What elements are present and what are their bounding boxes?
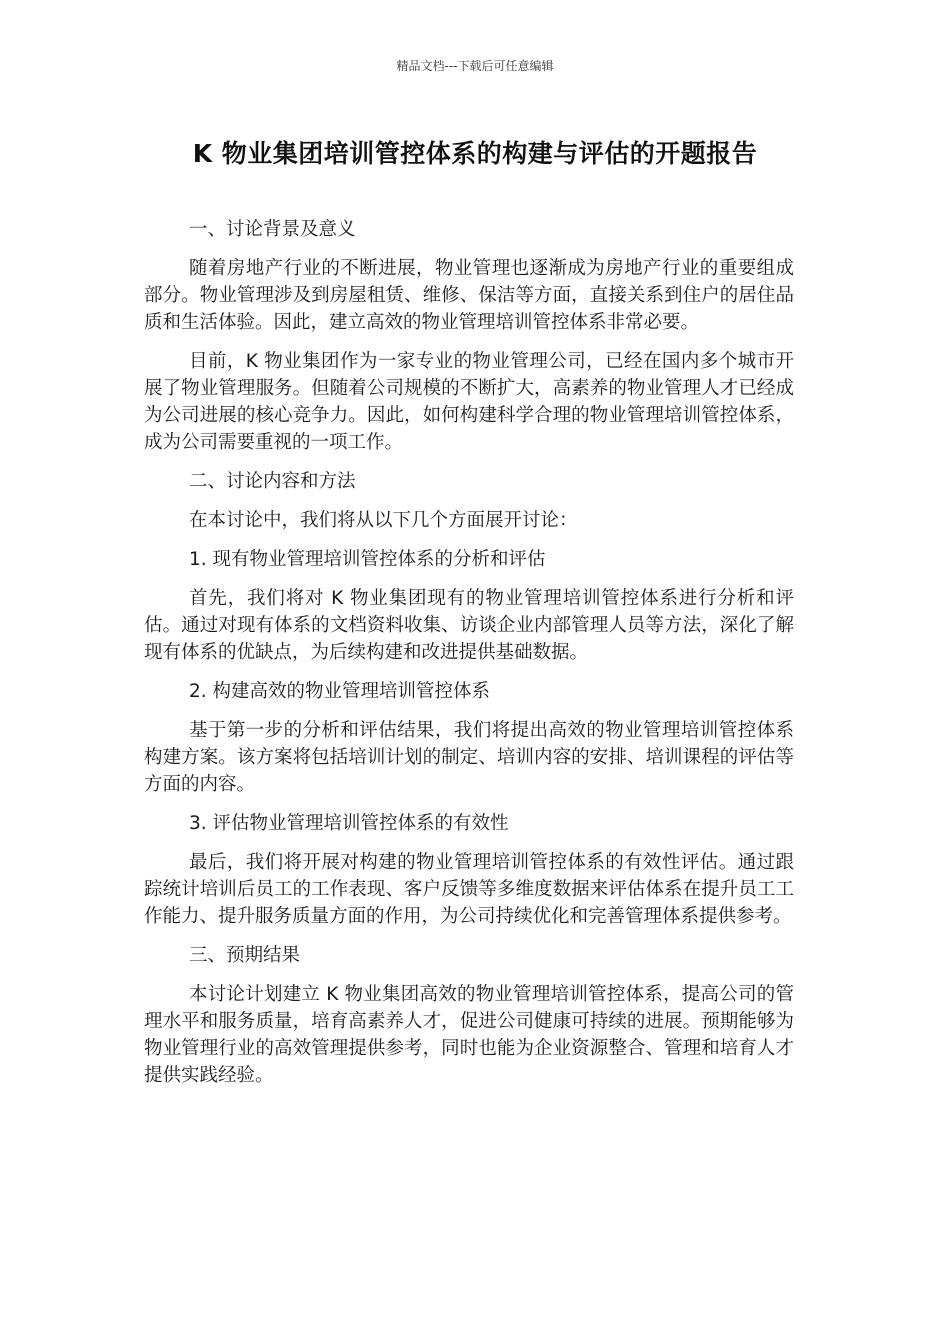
subheading-1: 1. 现有物业管理培训管控体系的分析和评估 (189, 549, 546, 570)
paragraph: 本讨论计划建立 K 物业集团高效的物业管理培训管控体系，提高公司的管理水平和服务质量，培育高素养人才，促进公司健康可持续的进展。预期能够为物业管理行业的高效管理提供参考，同时也能为企业资源整合、管理和培育人才提供实践经验。 (144, 984, 794, 1086)
section-heading-expected-results: 三、预期结果 (189, 945, 301, 966)
paragraph: 随着房地产行业的不断进展，物业管理也逐渐成为房地产行业的重要组成部分。物业管理涉及到房屋租赁、维修、保洁等方面，直接关系到住户的居住品质和生活体验。因此，建立高效的物业管理培训管控体系非常必要。 (144, 258, 794, 333)
header-note: 精品文档---下载后可任意编辑 (396, 59, 554, 73)
subheading-2: 2. 构建高效的物业管理培训管控体系 (189, 681, 491, 702)
paragraph: 首先，我们将对 K 物业集团现有的物业管理培训管控体系进行分析和评估。通过对现有体系的文档资料收集、访谈企业内部管理人员等方法，深化了解现有体系的优缺点，为后续构建和改进提供基础数据。 (144, 588, 794, 663)
document-title: K 物业集团培训管控体系的构建与评估的开题报告 (192, 139, 758, 168)
paragraph: 目前，K 物业集团作为一家专业的物业管理公司，已经在国内多个城市开展了物业管理服务。但随着公司规模的不断扩大，高素养的物业管理人才已经成为公司进展的核心竞争力。因此，如何构建科学合理的物业管理培训管控体系，成为公司需要重视的一项工作。 (144, 351, 794, 453)
paragraph: 在本讨论中，我们将从以下几个方面展开讨论： (189, 510, 578, 531)
document-body (144, 216, 794, 1101)
section-heading-content-methods: 二、讨论内容和方法 (189, 471, 356, 492)
paragraph: 最后，我们将开展对构建的物业管理培训管控体系的有效性评估。通过跟踪统计培训后员工的工作表现、客户反馈等多维度数据来评估体系在提升员工工作能力、提升服务质量方面的作用，为公司持续优化和完善管理体系提供参考。 (144, 852, 794, 927)
paragraph: 基于第一步的分析和评估结果，我们将提出高效的物业管理培训管控体系构建方案。该方案将包括培训计划的制定、培训内容的安排、培训课程的评估等方面的内容。 (144, 720, 794, 795)
subheading-3: 3. 评估物业管理培训管控体系的有效性 (189, 813, 509, 834)
section-heading-background: 一、讨论背景及意义 (189, 219, 356, 240)
